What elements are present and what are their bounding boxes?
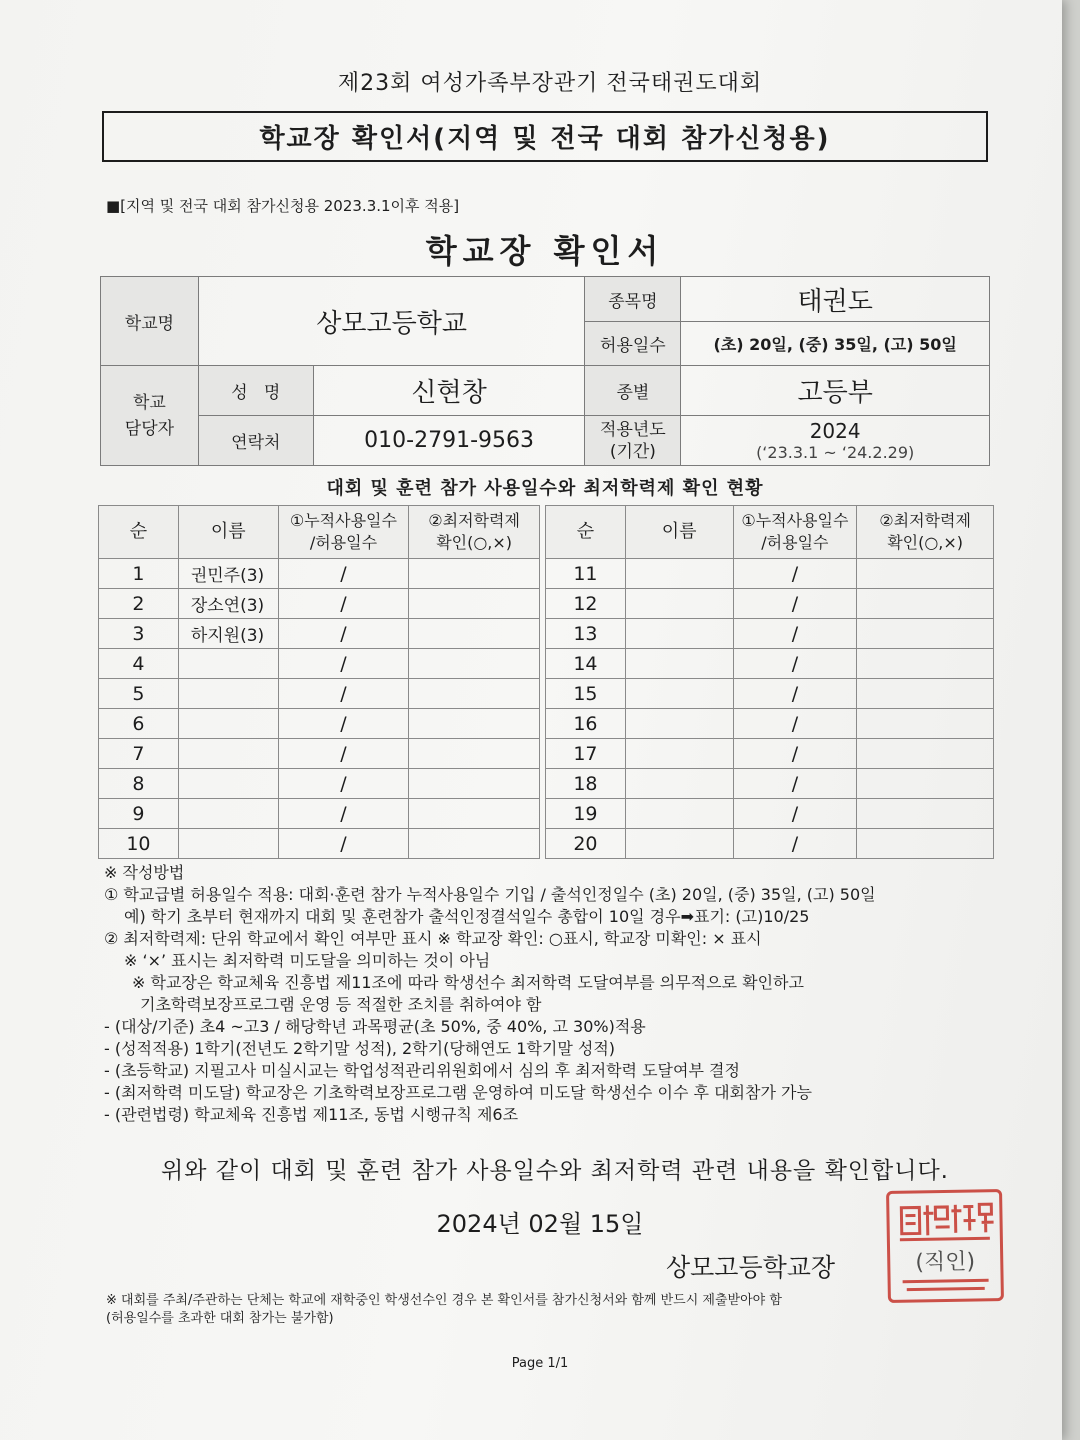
instruction-line: 기초학력보장프로그램 운영 등 적절한 조치를 취하여야 함: [140, 995, 542, 1014]
col-header-name: 이름: [625, 506, 733, 559]
table-row: [546, 649, 994, 679]
table-row: [546, 799, 994, 829]
student-name: [625, 739, 733, 769]
used-days-cell: /: [278, 769, 409, 799]
min-academic-cell: [857, 769, 994, 799]
used-days-cell: /: [278, 589, 409, 619]
min-academic-cell: [857, 829, 994, 859]
student-name: [178, 649, 278, 679]
instruction-line: - (성적적용) 1학기(전년도 2학기말 성적), 2학기(당해연도 1학기말 성적): [104, 1039, 616, 1058]
used-days-cell: /: [278, 739, 409, 769]
footer-line-2: (허용일수를 초과한 대회 참가는 불가함): [106, 1311, 334, 1326]
table-row: [99, 589, 540, 619]
student-name: [178, 799, 278, 829]
min-academic-cell: [409, 559, 540, 589]
min-academic-cell: [409, 619, 540, 649]
min-academic-cell: [857, 589, 994, 619]
roster-table-right: [545, 505, 994, 859]
student-name: [178, 769, 278, 799]
info-table: [100, 276, 990, 466]
used-days-cell: /: [733, 559, 857, 589]
applicable-period-value: (‘23.3.1 ~ ‘24.2.29): [756, 443, 915, 462]
instruction-line: ※ 학교장은 학교체육 진흥법 제11조에 따라 학생선수 최저학력 도달여부를 의무적으로 확인하고: [132, 973, 804, 992]
contact-label: 연락처: [198, 416, 313, 466]
roster-table-left: [98, 505, 540, 859]
table-row: [546, 589, 994, 619]
used-days-cell: /: [733, 829, 857, 859]
used-days-cell: /: [278, 829, 409, 859]
instruction-line: ※ 작성방법: [104, 863, 185, 882]
student-name: [625, 709, 733, 739]
used-days-cell: /: [733, 649, 857, 679]
applicability-note: ■[지역 및 전국 대회 참가신청용 2023.3.1이후 적용]: [106, 197, 460, 215]
table-row: [546, 619, 994, 649]
student-name: [625, 589, 733, 619]
event-label: 종목명: [585, 277, 681, 322]
row-number: 16: [546, 709, 626, 739]
used-days-cell: /: [733, 619, 857, 649]
used-days-cell: /: [733, 739, 857, 769]
row-number: 18: [546, 769, 626, 799]
event-value: 태권도: [681, 277, 990, 322]
instruction-line: ① 학교급별 허용일수 적용: 대회·훈련 참가 누적사용일수 기입 / 출석인정일수 (초) 20일, (중) 35일, (고) 50일: [104, 885, 876, 904]
student-name: [625, 559, 733, 589]
table-row: [99, 619, 540, 649]
row-number: 9: [99, 799, 179, 829]
student-name: [178, 709, 278, 739]
table-row: [99, 679, 540, 709]
document-title: 학교장 확인서: [425, 232, 665, 270]
applicable-year-cell: [681, 416, 990, 466]
used-days-cell: /: [278, 799, 409, 829]
student-name: 장소연(3): [178, 589, 278, 619]
official-seal-stamp: [886, 1189, 1004, 1303]
row-number: 11: [546, 559, 626, 589]
student-name: [178, 679, 278, 709]
table-row: [546, 709, 994, 739]
table-row: [546, 559, 994, 589]
table-row: [99, 739, 540, 769]
contact-value: 010-2791-9563: [313, 416, 585, 466]
manager-label: 학교 담당자: [101, 366, 199, 466]
row-number: 2: [99, 589, 179, 619]
col-header-no: 순: [99, 506, 179, 559]
col-header-used-days: ①누적사용일수 /허용일수: [733, 506, 857, 559]
instructions: [104, 862, 1004, 1126]
row-number: 10: [99, 829, 179, 859]
instruction-line: - (초등학교) 지필고사 미실시교는 학업성적관리위원회에서 심의 후 최저학력 도달여부 결정: [104, 1061, 740, 1080]
allowed-days-label: 허용일수: [585, 322, 681, 366]
row-number: 8: [99, 769, 179, 799]
used-days-cell: /: [278, 649, 409, 679]
manager-name-value: 신현창: [313, 366, 585, 416]
min-academic-cell: [857, 559, 994, 589]
table-row: [99, 769, 540, 799]
used-days-cell: /: [278, 709, 409, 739]
row-number: 5: [99, 679, 179, 709]
row-number: 4: [99, 649, 179, 679]
student-name: [625, 679, 733, 709]
row-number: 17: [546, 739, 626, 769]
student-name: [625, 649, 733, 679]
allowed-days-value: (초) 20일, (중) 35일, (고) 50일: [681, 322, 990, 366]
min-academic-cell: [857, 739, 994, 769]
student-name: 권민주(3): [178, 559, 278, 589]
min-academic-cell: [409, 769, 540, 799]
school-name-label: 학교명: [101, 277, 199, 366]
footer-note: [106, 1292, 1006, 1328]
status-section-title: 대회 및 훈련 참가 사용일수와 최저학력제 확인 현황: [326, 478, 764, 499]
row-number: 20: [546, 829, 626, 859]
min-academic-cell: [857, 649, 994, 679]
student-name: [178, 739, 278, 769]
instruction-line: 예) 학기 초부터 현재까지 대회 및 훈련참가 출석인정결석일수 총합이 10일 경우➡표기: (고)10/25: [124, 907, 810, 926]
col-header-name: 이름: [178, 506, 278, 559]
row-number: 13: [546, 619, 626, 649]
student-name: [178, 829, 278, 859]
min-academic-cell: [857, 619, 994, 649]
form-title-box: 학교장 확인서(지역 및 전국 대회 참가신청용): [102, 111, 988, 162]
min-academic-cell: [857, 799, 994, 829]
min-academic-cell: [409, 709, 540, 739]
table-row: [546, 679, 994, 709]
min-academic-cell: [409, 799, 540, 829]
row-number: 19: [546, 799, 626, 829]
student-name: [625, 829, 733, 859]
instruction-line: - (최저학력 미도달) 학교장은 기초학력보장프로그램 운영하여 미도달 학생선수 이수 후 대회참가 가능: [104, 1083, 812, 1102]
used-days-cell: /: [278, 679, 409, 709]
instruction-line: ② 최저학력제: 단위 학교에서 확인 여부만 표시 ※ 학교장 확인: ○표시, 학교장 미확인: × 표시: [104, 929, 762, 948]
table-row: [546, 829, 994, 859]
row-number: 15: [546, 679, 626, 709]
instruction-line: - (관련법령) 학교체육 진흥법 제11조, 동법 시행규칙 제6조: [104, 1105, 519, 1124]
table-row: [99, 799, 540, 829]
student-name: 하지원(3): [178, 619, 278, 649]
used-days-cell: /: [733, 709, 857, 739]
row-number: 14: [546, 649, 626, 679]
competition-title: 제23회 여성가족부장관기 전국태권도대회: [337, 71, 763, 96]
table-row: [99, 559, 540, 589]
used-days-cell: /: [278, 559, 409, 589]
min-academic-cell: [409, 589, 540, 619]
student-name: [625, 799, 733, 829]
instruction-line: - (대상/기준) 초4 ~고3 / 해당학년 과목평균(초 50%, 중 40%, 고 30%)적용: [104, 1017, 646, 1036]
table-row: [546, 739, 994, 769]
used-days-cell: /: [733, 589, 857, 619]
row-number: 1: [99, 559, 179, 589]
min-academic-cell: [409, 679, 540, 709]
row-number: 12: [546, 589, 626, 619]
col-header-used-days: ①누적사용일수 /허용일수: [278, 506, 409, 559]
table-row: [546, 769, 994, 799]
min-academic-cell: [409, 829, 540, 859]
table-row: [99, 649, 540, 679]
category-value: 고등부: [681, 366, 990, 416]
col-header-no: 순: [546, 506, 626, 559]
issue-date: 2024년 02월 15일: [436, 1210, 644, 1238]
manager-name-label: 성 명: [198, 366, 313, 416]
col-header-min-academic: ②최저학력제 확인(○,×): [409, 506, 540, 559]
row-number: 6: [99, 709, 179, 739]
used-days-cell: /: [733, 799, 857, 829]
instruction-line: ※ ‘×’ 표시는 최저학력 미도달을 의미하는 것이 아님: [124, 951, 491, 970]
table-row: [99, 709, 540, 739]
applicable-year-label: 적용년도 (기간): [585, 416, 681, 466]
category-label: 종별: [585, 366, 681, 416]
used-days-cell: /: [733, 769, 857, 799]
student-name: [625, 619, 733, 649]
col-header-min-academic: ②최저학력제 확인(○,×): [857, 506, 994, 559]
row-number: 7: [99, 739, 179, 769]
used-days-cell: /: [278, 619, 409, 649]
confirmation-statement: 위와 같이 대회 및 훈련 참가 사용일수와 최저학력 관련 내용을 확인합니다.: [161, 1158, 949, 1184]
school-name-value: 상모고등학교: [198, 277, 585, 366]
row-number: 3: [99, 619, 179, 649]
min-academic-cell: [409, 739, 540, 769]
min-academic-cell: [857, 709, 994, 739]
table-row: [99, 829, 540, 859]
applicable-year-value: 2024: [809, 419, 861, 443]
min-academic-cell: [857, 679, 994, 709]
used-days-cell: /: [733, 679, 857, 709]
seal-label: (직인): [915, 1249, 976, 1276]
student-name: [625, 769, 733, 799]
page-number: Page 1/1: [511, 1356, 569, 1371]
min-academic-cell: [409, 649, 540, 679]
footer-line-1: ※ 대회를 주최/주관하는 단체는 학교에 재학중인 학생선수인 경우 본 확인서를 참가신청서와 함께 반드시 제출받아야 함: [106, 1293, 782, 1308]
principal-title: 상모고등학교장: [666, 1253, 836, 1282]
